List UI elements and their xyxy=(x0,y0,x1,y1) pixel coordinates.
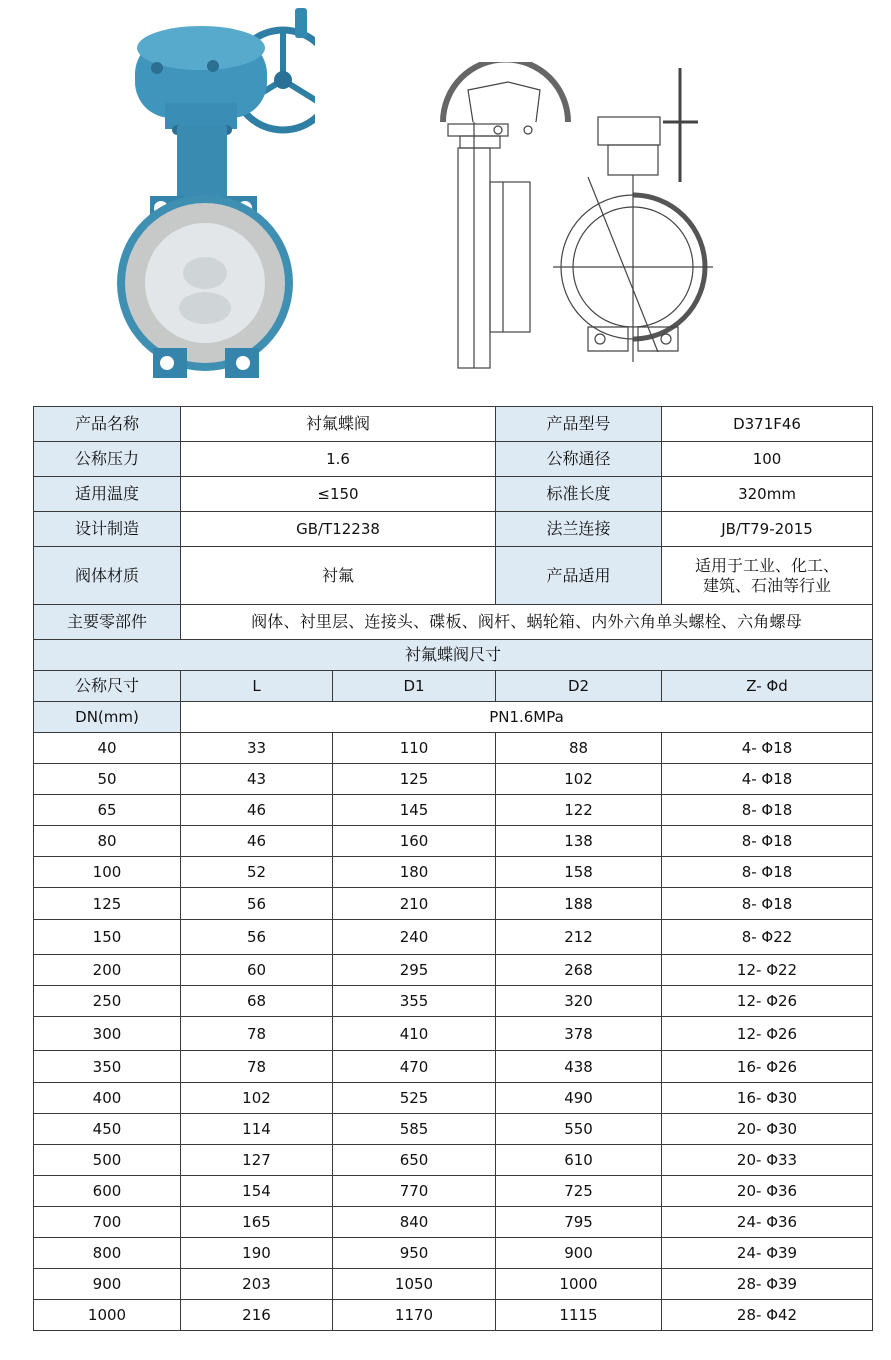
cell-l: 127 xyxy=(181,1145,333,1176)
table-row xyxy=(34,1083,873,1114)
header-d2: D2 xyxy=(496,671,662,702)
cell-d2: 88 xyxy=(496,733,662,764)
cell-d2: 610 xyxy=(496,1145,662,1176)
dimensions-unit-row xyxy=(34,702,873,733)
cell-dn: 800 xyxy=(34,1238,181,1269)
cell-dn: 400 xyxy=(34,1083,181,1114)
cell-d2: 378 xyxy=(496,1017,662,1051)
cell-d1: 585 xyxy=(333,1114,496,1145)
label-main-parts: 主要零部件 xyxy=(34,605,181,640)
value-design-standard: GB/T12238 xyxy=(181,512,496,547)
cell-z-phid: 24- Φ36 xyxy=(662,1207,873,1238)
table-row xyxy=(34,986,873,1017)
cell-d2: 550 xyxy=(496,1114,662,1145)
cell-z-phid: 28- Φ42 xyxy=(662,1300,873,1331)
label-design-standard: 设计制造 xyxy=(34,512,181,547)
cell-l: 190 xyxy=(181,1238,333,1269)
cell-dn: 65 xyxy=(34,795,181,826)
cell-l: 60 xyxy=(181,955,333,986)
cell-d2: 725 xyxy=(496,1176,662,1207)
cell-d1: 1050 xyxy=(333,1269,496,1300)
header-d1: D1 xyxy=(333,671,496,702)
cell-dn: 100 xyxy=(34,857,181,888)
cell-d2: 438 xyxy=(496,1051,662,1083)
cell-z-phid: 20- Φ33 xyxy=(662,1145,873,1176)
cell-d2: 122 xyxy=(496,795,662,826)
label-body-material: 阀体材质 xyxy=(34,547,181,605)
cell-l: 56 xyxy=(181,920,333,955)
valve-body xyxy=(117,195,293,371)
cell-d2: 212 xyxy=(496,920,662,955)
table-row xyxy=(34,1176,873,1207)
cell-z-phid: 20- Φ36 xyxy=(662,1176,873,1207)
table-row xyxy=(34,1238,873,1269)
cell-d1: 770 xyxy=(333,1176,496,1207)
table-row xyxy=(34,920,873,955)
header-l: L xyxy=(181,671,333,702)
spec-row-material xyxy=(34,547,873,605)
cell-l: 56 xyxy=(181,888,333,920)
cell-z-phid: 8- Φ18 xyxy=(662,888,873,920)
value-main-parts: 阀体、衬里层、连接头、碟板、阀杆、蜗轮箱、内外六角单头螺栓、六角螺母 xyxy=(181,605,873,640)
cell-d2: 138 xyxy=(496,826,662,857)
header-nominal-size: 公称尺寸 xyxy=(34,671,181,702)
cell-l: 216 xyxy=(181,1300,333,1331)
table-row xyxy=(34,764,873,795)
cell-d2: 795 xyxy=(496,1207,662,1238)
cell-d2: 158 xyxy=(496,857,662,888)
cell-d1: 145 xyxy=(333,795,496,826)
table-row xyxy=(34,1114,873,1145)
cell-d2: 188 xyxy=(496,888,662,920)
label-nominal-diameter: 公称通径 xyxy=(496,442,662,477)
cell-d1: 210 xyxy=(333,888,496,920)
cell-z-phid: 8- Φ18 xyxy=(662,857,873,888)
label-product-model: 产品型号 xyxy=(496,407,662,442)
cell-l: 102 xyxy=(181,1083,333,1114)
value-flange-connection: JB/T79-2015 xyxy=(662,512,873,547)
value-product-model: D371F46 xyxy=(662,407,873,442)
cell-z-phid: 4- Φ18 xyxy=(662,733,873,764)
header-z-phid: Z- Φd xyxy=(662,671,873,702)
value-application xyxy=(662,547,873,605)
cell-d1: 355 xyxy=(333,986,496,1017)
cell-dn: 200 xyxy=(34,955,181,986)
cell-z-phid: 16- Φ26 xyxy=(662,1051,873,1083)
cell-dn: 50 xyxy=(34,764,181,795)
cell-z-phid: 12- Φ26 xyxy=(662,986,873,1017)
cell-l: 46 xyxy=(181,826,333,857)
cell-d1: 410 xyxy=(333,1017,496,1051)
cell-d1: 470 xyxy=(333,1051,496,1083)
pressure-class: PN1.6MPa xyxy=(181,702,873,733)
spec-row-design xyxy=(34,512,873,547)
label-temperature: 适用温度 xyxy=(34,477,181,512)
value-standard-length: 320mm xyxy=(662,477,873,512)
label-nominal-pressure: 公称压力 xyxy=(34,442,181,477)
cell-dn: 350 xyxy=(34,1051,181,1083)
cell-dn: 450 xyxy=(34,1114,181,1145)
dimensions-title-row xyxy=(34,640,873,671)
value-application-line1: 适用于工业、化工、 xyxy=(695,556,840,576)
cell-z-phid: 8- Φ22 xyxy=(662,920,873,955)
cell-d2: 1115 xyxy=(496,1300,662,1331)
cell-d1: 295 xyxy=(333,955,496,986)
cell-dn: 1000 xyxy=(34,1300,181,1331)
dimensions-header-row xyxy=(34,671,873,702)
label-standard-length: 标准长度 xyxy=(496,477,662,512)
table-row xyxy=(34,1051,873,1083)
cell-d1: 950 xyxy=(333,1238,496,1269)
cell-dn: 300 xyxy=(34,1017,181,1051)
cell-d1: 160 xyxy=(333,826,496,857)
value-nominal-diameter: 100 xyxy=(662,442,873,477)
table-row xyxy=(34,826,873,857)
value-application-line2: 建筑、石油等行业 xyxy=(703,575,832,595)
table-row xyxy=(34,857,873,888)
label-flange-connection: 法兰连接 xyxy=(496,512,662,547)
cell-d2: 268 xyxy=(496,955,662,986)
cell-dn: 600 xyxy=(34,1176,181,1207)
label-product-name: 产品名称 xyxy=(34,407,181,442)
dimensions-title: 衬氟蝶阀尺寸 xyxy=(34,640,873,671)
table-row xyxy=(34,795,873,826)
value-body-material: 衬氟 xyxy=(181,547,496,605)
cell-z-phid: 12- Φ26 xyxy=(662,1017,873,1051)
cell-d2: 320 xyxy=(496,986,662,1017)
cell-z-phid: 20- Φ30 xyxy=(662,1114,873,1145)
cell-d2: 490 xyxy=(496,1083,662,1114)
cell-d1: 1170 xyxy=(333,1300,496,1331)
cell-z-phid: 28- Φ39 xyxy=(662,1269,873,1300)
cell-l: 78 xyxy=(181,1051,333,1083)
cell-dn: 900 xyxy=(34,1269,181,1300)
table-row xyxy=(34,733,873,764)
spec-row-pressure xyxy=(34,442,873,477)
cell-l: 33 xyxy=(181,733,333,764)
cell-dn: 80 xyxy=(34,826,181,857)
cell-l: 46 xyxy=(181,795,333,826)
cell-dn: 500 xyxy=(34,1145,181,1176)
cell-d1: 125 xyxy=(333,764,496,795)
table-row xyxy=(34,1145,873,1176)
cell-d2: 102 xyxy=(496,764,662,795)
cell-dn: 40 xyxy=(34,733,181,764)
cell-z-phid: 4- Φ18 xyxy=(662,764,873,795)
cell-z-phid: 24- Φ39 xyxy=(662,1238,873,1269)
value-nominal-pressure: 1.6 xyxy=(181,442,496,477)
value-product-name: 衬氟蝶阀 xyxy=(181,407,496,442)
spec-row-name xyxy=(34,407,873,442)
dimensions-body xyxy=(34,733,873,1331)
cell-l: 78 xyxy=(181,1017,333,1051)
cell-d1: 840 xyxy=(333,1207,496,1238)
cell-z-phid: 12- Φ22 xyxy=(662,955,873,986)
cell-l: 43 xyxy=(181,764,333,795)
spec-row-temperature xyxy=(34,477,873,512)
table-row xyxy=(34,1207,873,1238)
cell-l: 154 xyxy=(181,1176,333,1207)
cell-l: 203 xyxy=(181,1269,333,1300)
cell-d1: 650 xyxy=(333,1145,496,1176)
spec-table xyxy=(33,406,873,1331)
cell-d2: 1000 xyxy=(496,1269,662,1300)
table-row xyxy=(34,955,873,986)
table-row xyxy=(34,1300,873,1331)
cell-z-phid: 8- Φ18 xyxy=(662,826,873,857)
cell-dn: 250 xyxy=(34,986,181,1017)
cell-d2: 900 xyxy=(496,1238,662,1269)
cell-l: 52 xyxy=(181,857,333,888)
valve-photo xyxy=(105,8,315,388)
cell-l: 68 xyxy=(181,986,333,1017)
cell-d1: 110 xyxy=(333,733,496,764)
side-view xyxy=(443,62,568,368)
table-row xyxy=(34,888,873,920)
unit-dn-mm: DN(mm) xyxy=(34,702,181,733)
cell-l: 165 xyxy=(181,1207,333,1238)
cell-l: 114 xyxy=(181,1114,333,1145)
cell-d1: 180 xyxy=(333,857,496,888)
cell-dn: 150 xyxy=(34,920,181,955)
value-temperature: ≤150 xyxy=(181,477,496,512)
cell-z-phid: 8- Φ18 xyxy=(662,795,873,826)
cell-d1: 525 xyxy=(333,1083,496,1114)
front-view xyxy=(553,68,713,362)
valve-technical-drawing xyxy=(428,62,733,374)
cell-dn: 125 xyxy=(34,888,181,920)
valve-neck xyxy=(177,126,227,204)
cell-dn: 700 xyxy=(34,1207,181,1238)
cell-d1: 240 xyxy=(333,920,496,955)
table-row xyxy=(34,1017,873,1051)
table-row xyxy=(34,1269,873,1300)
cell-z-phid: 16- Φ30 xyxy=(662,1083,873,1114)
spec-row-parts xyxy=(34,605,873,640)
label-application: 产品适用 xyxy=(496,547,662,605)
